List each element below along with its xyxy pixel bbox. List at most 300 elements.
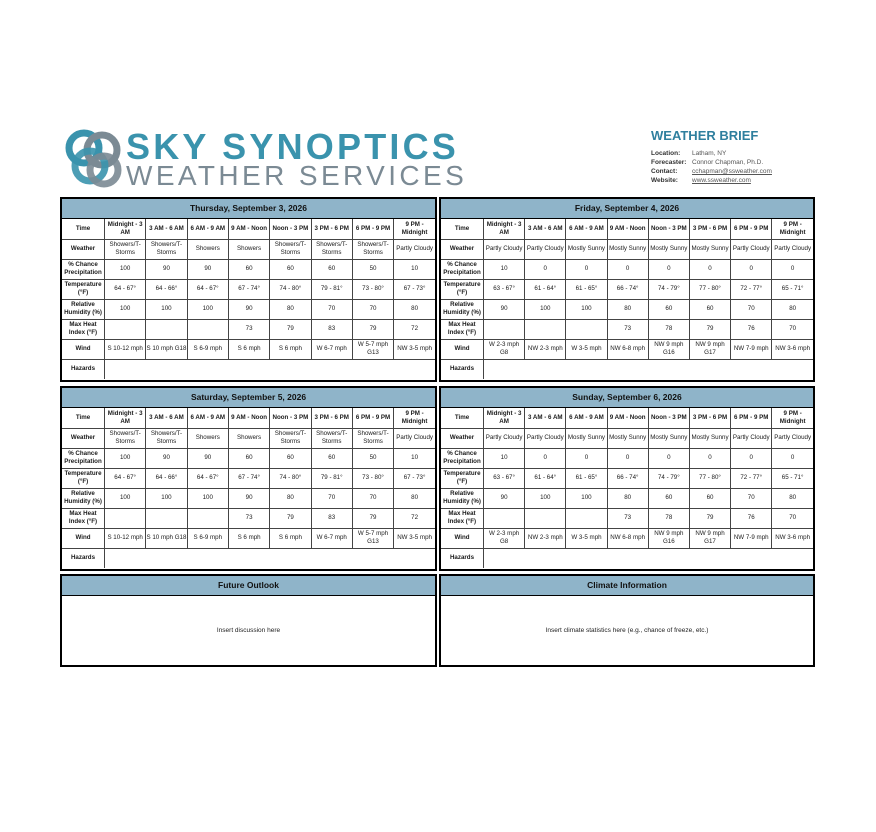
row-label: Max Heat Index (°F) xyxy=(441,508,484,528)
row-label: Relative Humidity (%) xyxy=(62,488,105,508)
time-header: 9 PM - Midnight xyxy=(772,219,813,239)
row-heat-index xyxy=(441,319,813,339)
temperature-cell: 79 - 81° xyxy=(311,279,352,299)
forecast-panel-friday xyxy=(439,197,815,382)
precip-cell: 0 xyxy=(731,259,772,279)
precip-cell: 0 xyxy=(525,259,566,279)
heat-index-cell xyxy=(187,319,228,339)
temperature-cell: 73 - 80° xyxy=(352,279,393,299)
heat-index-cell xyxy=(484,319,525,339)
wind-cell: S 10-12 mph xyxy=(105,528,146,548)
wind-cell: W 2-3 mph G8 xyxy=(484,339,525,359)
brief-value: Latham, NY xyxy=(692,150,727,157)
row-hazards xyxy=(62,359,435,379)
wind-cell: W 6-7 mph xyxy=(311,528,352,548)
time-header: 6 PM - 9 PM xyxy=(352,219,393,239)
wind-cell: NW 7-9 mph xyxy=(731,528,772,548)
temperature-cell: 65 - 71° xyxy=(772,279,813,299)
precip-cell: 0 xyxy=(689,448,730,468)
row-weather xyxy=(62,428,435,448)
brief-title: WEATHER BRIEF xyxy=(651,128,759,143)
weather-cell: Partly Cloudy xyxy=(525,428,566,448)
temperature-cell: 67 - 74° xyxy=(228,468,269,488)
precip-cell: 0 xyxy=(648,259,689,279)
contact-email-link[interactable]: cchapman@ssweather.com xyxy=(692,168,772,175)
weather-cell: Mostly Sunny xyxy=(648,239,689,259)
time-header: 6 PM - 9 PM xyxy=(352,408,393,428)
humidity-cell: 100 xyxy=(525,488,566,508)
climate-info-body: Insert climate statistics here (e.g., chance of freeze, etc.) xyxy=(545,627,709,634)
row-label: % Chance Precipitation xyxy=(441,448,484,468)
hazard-cell xyxy=(105,359,436,379)
time-header: 6 PM - 9 PM xyxy=(731,408,772,428)
time-header: 9 PM - Midnight xyxy=(394,408,435,428)
row-label: Wind xyxy=(62,339,105,359)
heat-index-cell: 79 xyxy=(270,508,311,528)
temperature-cell: 67 - 74° xyxy=(228,279,269,299)
heat-index-cell xyxy=(105,319,146,339)
temperature-cell: 61 - 65° xyxy=(566,468,607,488)
time-header: Midnight - 3 AM xyxy=(105,219,146,239)
time-header: Noon - 3 PM xyxy=(270,408,311,428)
temperature-cell: 63 - 67° xyxy=(484,279,525,299)
row-label: Relative Humidity (%) xyxy=(441,299,484,319)
temperature-cell: 72 - 77° xyxy=(731,468,772,488)
humidity-cell: 100 xyxy=(146,299,187,319)
row-humidity xyxy=(62,299,435,319)
wind-cell: S 10-12 mph xyxy=(105,339,146,359)
precip-cell: 10 xyxy=(484,259,525,279)
humidity-cell: 90 xyxy=(228,299,269,319)
row-label: Temperature (°F) xyxy=(441,468,484,488)
time-header: 6 AM - 9 AM xyxy=(566,219,607,239)
wind-cell: NW 3-5 mph xyxy=(394,339,435,359)
wind-cell: S 6-9 mph xyxy=(187,528,228,548)
temperature-cell: 65 - 71° xyxy=(772,468,813,488)
time-header: 6 AM - 9 AM xyxy=(566,408,607,428)
row-label: Time xyxy=(62,219,105,239)
wind-cell: NW 9 mph G17 xyxy=(689,339,730,359)
brief-label: Location: xyxy=(651,150,681,157)
precip-cell: 0 xyxy=(525,448,566,468)
humidity-cell: 80 xyxy=(607,299,648,319)
weather-cell: Mostly Sunny xyxy=(689,239,730,259)
weather-cell: Showers/T-Storms xyxy=(270,239,311,259)
humidity-cell: 80 xyxy=(772,299,813,319)
time-header: 3 AM - 6 AM xyxy=(146,219,187,239)
row-time xyxy=(62,219,435,239)
brief-value: Connor Chapman, Ph.D. xyxy=(692,159,764,166)
row-label: Max Heat Index (°F) xyxy=(441,319,484,339)
heat-index-cell xyxy=(566,319,607,339)
wind-cell: NW 3-6 mph xyxy=(772,339,813,359)
temperature-cell: 79 - 81° xyxy=(311,468,352,488)
wind-cell: W 5-7 mph G13 xyxy=(352,528,393,548)
row-wind xyxy=(62,528,435,548)
humidity-cell: 60 xyxy=(689,488,730,508)
temperature-cell: 64 - 67° xyxy=(187,468,228,488)
precip-cell: 60 xyxy=(228,448,269,468)
humidity-cell: 60 xyxy=(648,488,689,508)
brief-row-website xyxy=(651,176,851,185)
heat-index-cell: 72 xyxy=(394,508,435,528)
weather-cell: Partly Cloudy xyxy=(484,239,525,259)
humidity-cell: 90 xyxy=(484,299,525,319)
precip-cell: 0 xyxy=(772,259,813,279)
row-label: Temperature (°F) xyxy=(62,468,105,488)
precip-cell: 0 xyxy=(566,259,607,279)
heat-index-cell: 79 xyxy=(270,319,311,339)
company-logo xyxy=(62,126,468,191)
forecast-table xyxy=(441,219,813,379)
brief-label: Forecaster: xyxy=(651,159,687,166)
row-label: Temperature (°F) xyxy=(441,279,484,299)
humidity-cell: 80 xyxy=(270,299,311,319)
wind-cell: S 6 mph xyxy=(228,528,269,548)
precip-cell: 60 xyxy=(228,259,269,279)
humidity-cell: 100 xyxy=(525,299,566,319)
time-header: 3 AM - 6 AM xyxy=(146,408,187,428)
precip-cell: 0 xyxy=(772,448,813,468)
wind-cell: NW 6-8 mph xyxy=(607,339,648,359)
temperature-cell: 66 - 74° xyxy=(607,279,648,299)
row-hazards xyxy=(62,548,435,568)
forecast-table xyxy=(62,408,435,568)
precip-cell: 90 xyxy=(146,259,187,279)
time-header: 9 PM - Midnight xyxy=(772,408,813,428)
row-label: Weather xyxy=(441,428,484,448)
weather-cell: Partly Cloudy xyxy=(484,428,525,448)
temperature-cell: 61 - 64° xyxy=(525,279,566,299)
row-weather xyxy=(441,239,813,259)
weather-brief xyxy=(651,128,851,185)
row-time xyxy=(441,219,813,239)
row-label: Max Heat Index (°F) xyxy=(62,319,105,339)
time-header: 9 AM - Noon xyxy=(228,219,269,239)
weather-cell: Partly Cloudy xyxy=(394,239,435,259)
heat-index-cell: 76 xyxy=(731,319,772,339)
hazard-cell xyxy=(484,359,814,379)
row-label: Time xyxy=(441,219,484,239)
humidity-cell: 70 xyxy=(352,488,393,508)
row-label: Temperature (°F) xyxy=(62,279,105,299)
heat-index-cell: 70 xyxy=(772,319,813,339)
row-heat-index xyxy=(62,319,435,339)
climate-info-title: Climate Information xyxy=(441,576,813,596)
temperature-cell: 67 - 73° xyxy=(394,279,435,299)
heat-index-cell: 78 xyxy=(648,508,689,528)
precip-cell: 0 xyxy=(566,448,607,468)
temperature-cell: 74 - 79° xyxy=(648,468,689,488)
day-title: Saturday, September 5, 2026 xyxy=(62,388,435,408)
row-label: Relative Humidity (%) xyxy=(441,488,484,508)
precip-cell: 10 xyxy=(484,448,525,468)
weather-cell: Showers/T-Storms xyxy=(146,239,187,259)
wind-cell: NW 6-8 mph xyxy=(607,528,648,548)
temperature-cell: 61 - 64° xyxy=(525,468,566,488)
weather-cell: Showers xyxy=(187,239,228,259)
time-header: Noon - 3 PM xyxy=(270,219,311,239)
temperature-cell: 73 - 80° xyxy=(352,468,393,488)
humidity-cell: 100 xyxy=(566,299,607,319)
precip-cell: 60 xyxy=(311,259,352,279)
humidity-cell: 100 xyxy=(146,488,187,508)
row-temperature xyxy=(441,468,813,488)
row-label: Relative Humidity (%) xyxy=(62,299,105,319)
forecast-panel-thursday xyxy=(60,197,437,382)
temperature-cell: 74 - 79° xyxy=(648,279,689,299)
precip-cell: 50 xyxy=(352,259,393,279)
row-label: % Chance Precipitation xyxy=(441,259,484,279)
row-label: % Chance Precipitation xyxy=(62,448,105,468)
humidity-cell: 100 xyxy=(187,488,228,508)
wind-cell: NW 2-3 mph xyxy=(525,528,566,548)
humidity-cell: 70 xyxy=(731,299,772,319)
weather-cell: Showers/T-Storms xyxy=(352,428,393,448)
weather-cell: Showers xyxy=(187,428,228,448)
humidity-cell: 100 xyxy=(105,488,146,508)
brief-label: Contact: xyxy=(651,168,678,175)
humidity-cell: 60 xyxy=(648,299,689,319)
humidity-cell: 70 xyxy=(731,488,772,508)
heat-index-cell: 76 xyxy=(731,508,772,528)
wind-cell: S 10 mph G18 xyxy=(146,339,187,359)
weather-cell: Showers/T-Storms xyxy=(352,239,393,259)
heat-index-cell xyxy=(187,508,228,528)
row-precip xyxy=(441,259,813,279)
heat-index-cell: 73 xyxy=(607,508,648,528)
wind-cell: W 2-3 mph G8 xyxy=(484,528,525,548)
time-header: Noon - 3 PM xyxy=(648,219,689,239)
row-wind xyxy=(441,339,813,359)
wind-cell: NW 2-3 mph xyxy=(525,339,566,359)
humidity-cell: 80 xyxy=(270,488,311,508)
weather-cell: Mostly Sunny xyxy=(607,239,648,259)
row-label: Wind xyxy=(441,339,484,359)
weather-cell: Mostly Sunny xyxy=(689,428,730,448)
wind-cell: S 6 mph xyxy=(228,339,269,359)
precip-cell: 0 xyxy=(731,448,772,468)
humidity-cell: 80 xyxy=(607,488,648,508)
weather-cell: Partly Cloudy xyxy=(772,428,813,448)
future-outlook-body: Insert discussion here xyxy=(216,627,281,634)
weather-cell: Showers xyxy=(228,428,269,448)
time-header: Noon - 3 PM xyxy=(648,408,689,428)
precip-cell: 0 xyxy=(648,448,689,468)
time-header: Midnight - 3 AM xyxy=(484,219,525,239)
row-label: Hazards xyxy=(441,548,484,568)
row-temperature xyxy=(62,468,435,488)
humidity-cell: 80 xyxy=(394,488,435,508)
time-header: 9 AM - Noon xyxy=(607,408,648,428)
precip-cell: 0 xyxy=(607,259,648,279)
humidity-cell: 60 xyxy=(689,299,730,319)
row-heat-index xyxy=(62,508,435,528)
heat-index-cell: 73 xyxy=(607,319,648,339)
precip-cell: 10 xyxy=(394,259,435,279)
row-label: Weather xyxy=(441,239,484,259)
time-header: 9 AM - Noon xyxy=(228,408,269,428)
row-label: Max Heat Index (°F) xyxy=(62,508,105,528)
precip-cell: 90 xyxy=(187,259,228,279)
heat-index-cell xyxy=(105,508,146,528)
forecast-panel-sunday xyxy=(439,386,815,571)
weather-cell: Showers/T-Storms xyxy=(105,239,146,259)
heat-index-cell: 79 xyxy=(689,319,730,339)
precip-cell: 90 xyxy=(187,448,228,468)
row-label: % Chance Precipitation xyxy=(62,259,105,279)
row-precip xyxy=(62,259,435,279)
row-time xyxy=(62,408,435,428)
weather-cell: Showers/T-Storms xyxy=(270,428,311,448)
temperature-cell: 74 - 80° xyxy=(270,279,311,299)
row-weather xyxy=(441,428,813,448)
row-humidity xyxy=(441,488,813,508)
weather-cell: Partly Cloudy xyxy=(772,239,813,259)
logo-title: SKY SYNOPTICS xyxy=(126,126,460,167)
humidity-cell: 100 xyxy=(566,488,607,508)
wind-cell: NW 3-5 mph xyxy=(394,528,435,548)
heat-index-cell xyxy=(525,508,566,528)
wind-cell: S 6-9 mph xyxy=(187,339,228,359)
row-precip xyxy=(441,448,813,468)
temperature-cell: 64 - 67° xyxy=(187,279,228,299)
precip-cell: 60 xyxy=(270,448,311,468)
precip-cell: 10 xyxy=(394,448,435,468)
humidity-cell: 100 xyxy=(187,299,228,319)
humidity-cell: 80 xyxy=(772,488,813,508)
time-header: 3 AM - 6 AM xyxy=(525,219,566,239)
precip-cell: 90 xyxy=(146,448,187,468)
humidity-cell: 100 xyxy=(105,299,146,319)
temperature-cell: 64 - 67° xyxy=(105,468,146,488)
time-header: 3 PM - 6 PM xyxy=(689,219,730,239)
precip-cell: 100 xyxy=(105,259,146,279)
time-header: Midnight - 3 AM xyxy=(105,408,146,428)
day-title: Friday, September 4, 2026 xyxy=(441,199,813,219)
humidity-cell: 90 xyxy=(484,488,525,508)
row-precip xyxy=(62,448,435,468)
weather-cell: Mostly Sunny xyxy=(566,428,607,448)
brief-row-contact xyxy=(651,167,851,176)
row-hazards xyxy=(441,359,813,379)
brief-row-forecaster xyxy=(651,158,851,167)
wind-cell: NW 3-6 mph xyxy=(772,528,813,548)
heat-index-cell xyxy=(146,319,187,339)
future-outlook-title: Future Outlook xyxy=(62,576,435,596)
weather-cell: Showers/T-Storms xyxy=(105,428,146,448)
wind-cell: S 10 mph G18 xyxy=(146,528,187,548)
time-header: 3 PM - 6 PM xyxy=(311,408,352,428)
row-heat-index xyxy=(441,508,813,528)
time-header: 6 AM - 9 AM xyxy=(187,408,228,428)
row-label: Time xyxy=(62,408,105,428)
weather-cell: Mostly Sunny xyxy=(648,428,689,448)
precip-cell: 50 xyxy=(352,448,393,468)
row-temperature xyxy=(441,279,813,299)
forecast-panel-saturday xyxy=(60,386,437,571)
heat-index-cell xyxy=(525,319,566,339)
humidity-cell: 80 xyxy=(394,299,435,319)
day-title: Thursday, September 3, 2026 xyxy=(62,199,435,219)
weather-cell: Partly Cloudy xyxy=(731,239,772,259)
weather-cell: Showers/T-Storms xyxy=(311,239,352,259)
row-humidity xyxy=(441,299,813,319)
time-header: 9 AM - Noon xyxy=(607,219,648,239)
weather-cell: Showers/T-Storms xyxy=(311,428,352,448)
day-title: Sunday, September 6, 2026 xyxy=(441,388,813,408)
wind-cell: NW 9 mph G16 xyxy=(648,339,689,359)
temperature-cell: 64 - 67° xyxy=(105,279,146,299)
row-wind xyxy=(441,528,813,548)
row-label: Time xyxy=(441,408,484,428)
heat-index-cell: 73 xyxy=(228,508,269,528)
forecast-table xyxy=(441,408,813,568)
climate-info-panel xyxy=(439,574,815,667)
weather-cell: Mostly Sunny xyxy=(566,239,607,259)
wind-cell: W 6-7 mph xyxy=(311,339,352,359)
brief-row-location xyxy=(651,149,851,158)
temperature-cell: 64 - 66° xyxy=(146,279,187,299)
humidity-cell: 90 xyxy=(228,488,269,508)
heat-index-cell: 79 xyxy=(352,319,393,339)
heat-index-cell: 83 xyxy=(311,319,352,339)
time-header: 6 AM - 9 AM xyxy=(187,219,228,239)
time-header: 6 PM - 9 PM xyxy=(731,219,772,239)
wind-cell: S 6 mph xyxy=(270,339,311,359)
time-header: Midnight - 3 AM xyxy=(484,408,525,428)
row-label: Wind xyxy=(441,528,484,548)
weather-cell: Showers xyxy=(228,239,269,259)
precip-cell: 60 xyxy=(311,448,352,468)
heat-index-cell xyxy=(566,508,607,528)
hazard-cell xyxy=(105,548,436,568)
humidity-cell: 70 xyxy=(311,299,352,319)
temperature-cell: 63 - 67° xyxy=(484,468,525,488)
humidity-cell: 70 xyxy=(311,488,352,508)
forecast-table xyxy=(62,219,435,379)
weather-cell: Partly Cloudy xyxy=(525,239,566,259)
precip-cell: 100 xyxy=(105,448,146,468)
wind-cell: NW 7-9 mph xyxy=(731,339,772,359)
time-header: 3 PM - 6 PM xyxy=(311,219,352,239)
temperature-cell: 77 - 80° xyxy=(689,468,730,488)
heat-index-cell: 72 xyxy=(394,319,435,339)
website-link[interactable]: www.ssweather.com xyxy=(692,177,751,184)
temperature-cell: 74 - 80° xyxy=(270,468,311,488)
row-label: Wind xyxy=(62,528,105,548)
heat-index-cell: 78 xyxy=(648,319,689,339)
heat-index-cell: 73 xyxy=(228,319,269,339)
hazard-cell xyxy=(484,548,814,568)
precip-cell: 60 xyxy=(270,259,311,279)
wind-cell: NW 9 mph G16 xyxy=(648,528,689,548)
temperature-cell: 61 - 65° xyxy=(566,279,607,299)
heat-index-cell: 79 xyxy=(352,508,393,528)
precip-cell: 0 xyxy=(607,448,648,468)
future-outlook-panel xyxy=(60,574,437,667)
weather-cell: Partly Cloudy xyxy=(394,428,435,448)
row-label: Hazards xyxy=(441,359,484,379)
temperature-cell: 77 - 80° xyxy=(689,279,730,299)
temperature-cell: 66 - 74° xyxy=(607,468,648,488)
temperature-cell: 72 - 77° xyxy=(731,279,772,299)
row-label: Weather xyxy=(62,428,105,448)
brief-label: Website: xyxy=(651,177,678,184)
row-time xyxy=(441,408,813,428)
weather-cell: Partly Cloudy xyxy=(731,428,772,448)
row-wind xyxy=(62,339,435,359)
